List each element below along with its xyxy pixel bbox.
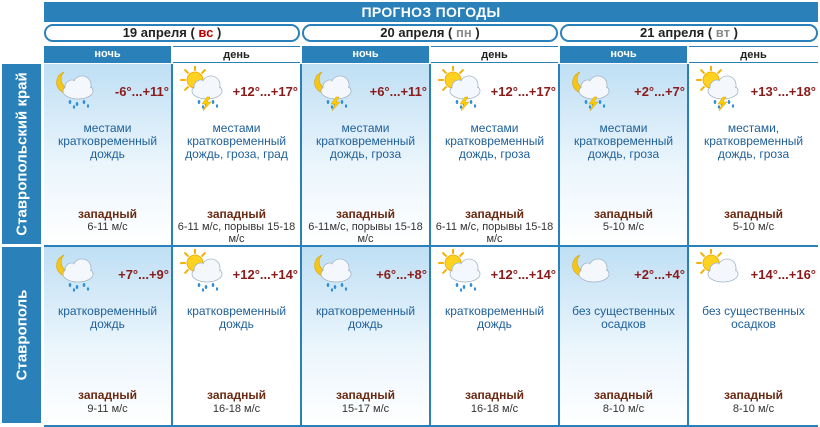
day-close: )	[216, 25, 222, 40]
phase-night: ночь	[302, 46, 429, 63]
forecast-cell	[173, 247, 300, 425]
temperature-range: +14°...+16°	[750, 267, 816, 282]
weather-description: без существенных осадков	[702, 304, 805, 331]
weather-description: кратковременный дождь	[315, 304, 416, 331]
wind-speed: 5-10 м/с	[732, 221, 775, 233]
wind-direction: западный	[78, 388, 137, 402]
moon-cloud-storm-icon	[564, 66, 614, 108]
forecast-cell	[44, 64, 171, 245]
wind-direction: западный	[594, 388, 653, 402]
wind-speed: 8-10 м/с	[732, 403, 775, 415]
day-close: )	[475, 25, 480, 40]
moon-cloud-rain-icon	[306, 249, 356, 291]
forecast-cell	[560, 64, 687, 245]
wind-direction: западный	[207, 388, 266, 402]
wind-direction: западный	[336, 388, 395, 402]
temperature-range: +12°...+17°	[232, 84, 298, 99]
wind-speed: 6-11 м/с, порывы 15-18 м/с	[435, 221, 554, 245]
wind-speed: 9-11 м/с	[87, 403, 128, 415]
forecast-cell	[431, 247, 558, 425]
wind-direction: западный	[724, 388, 783, 402]
temperature-range: -6°...+11°	[114, 84, 169, 99]
day-date: 21 апреля (	[640, 25, 713, 40]
weather-description: без существенных осадков	[572, 304, 675, 331]
phase-day: день	[689, 46, 818, 63]
temperature-range: +6°...+11°	[369, 84, 427, 99]
forecast-cell	[44, 247, 171, 425]
temperature-range: +7°...+9°	[118, 267, 169, 282]
temperature-range: +13°...+18°	[750, 84, 816, 99]
forecast-cell	[302, 64, 429, 245]
region-label-text: Ставропольский край	[13, 72, 30, 236]
day-close: )	[733, 25, 738, 40]
wind-speed: 6-11м/с, порывы 15-18 м/с	[308, 221, 423, 245]
temperature-range: +2°...+7°	[634, 84, 685, 99]
wind-speed: 6-11 м/с, порывы 15-18 м/с	[177, 221, 296, 245]
wind-speed: 5-10 м/с	[602, 221, 645, 233]
phase-night: ночь	[44, 46, 171, 63]
wind-direction: западный	[465, 388, 524, 402]
day-header-2	[302, 24, 558, 42]
weather-description: кратковременный дождь	[444, 304, 545, 331]
weather-description: местами кратковременный дождь, гроза	[573, 121, 674, 161]
sun-cloud-icon	[693, 249, 743, 291]
temperature-range: +12°...+17°	[490, 84, 556, 99]
phase-night: ночь	[560, 46, 687, 63]
day-weekday: вс	[198, 25, 214, 40]
wind-speed: 16-18 м/с	[470, 403, 519, 415]
forecast-title: ПРОГНОЗ ПОГОДЫ	[44, 2, 818, 22]
temperature-range: +12°...+14°	[232, 267, 298, 282]
day-date: 20 апреля (	[380, 25, 453, 40]
wind-direction: западный	[724, 207, 783, 221]
phase-day: день	[173, 46, 300, 63]
wind-speed: 6-11 м/с	[87, 221, 128, 233]
temperature-range: +2°...+4°	[634, 267, 685, 282]
wind-speed: 16-18 м/с	[212, 403, 261, 415]
wind-speed: 15-17 м/с	[341, 403, 390, 415]
temperature-range: +6°...+8°	[376, 267, 427, 282]
wind-direction: западный	[465, 207, 524, 221]
day-header-3	[560, 24, 818, 42]
moon-cloud-rain-icon	[48, 249, 98, 291]
region-label	[2, 64, 41, 244]
forecast-cell	[431, 64, 558, 245]
forecast-cell	[560, 247, 687, 425]
wind-direction: западный	[207, 207, 266, 221]
weather-description: местами кратковременный дождь, гроза	[444, 121, 545, 161]
region-label	[2, 247, 41, 423]
moon-cloud-rain-icon	[48, 66, 98, 108]
sun-cloud-rain-icon	[435, 249, 485, 291]
day-header-1	[44, 24, 300, 42]
wind-direction: западный	[594, 207, 653, 221]
weather-description: местами кратковременный дождь, гроза, град	[185, 121, 288, 161]
sun-cloud-storm-icon	[177, 66, 227, 108]
forecast-cell	[689, 247, 818, 425]
forecast-cell	[173, 64, 300, 245]
wind-speed: 8-10 м/с	[602, 403, 645, 415]
weather-description: кратковременный дождь	[57, 304, 158, 331]
sun-cloud-storm-icon	[693, 66, 743, 108]
weather-description: кратковременный дождь	[186, 304, 287, 331]
forecast-cell	[689, 64, 818, 245]
temperature-range: +12°...+14°	[490, 267, 556, 282]
weather-description: местами кратковременный дождь	[57, 121, 158, 161]
moon-cloud-icon	[564, 249, 614, 291]
wind-direction: западный	[78, 207, 137, 221]
sun-cloud-rain-icon	[177, 249, 227, 291]
moon-cloud-storm-icon	[306, 66, 356, 108]
day-weekday: вт	[715, 25, 730, 40]
phase-day: день	[431, 46, 558, 63]
sun-cloud-storm-icon	[435, 66, 485, 108]
region-label-text: Ставрополь	[13, 289, 30, 381]
wind-direction: западный	[336, 207, 395, 221]
day-weekday: пн	[456, 25, 472, 40]
forecast-cell	[302, 247, 429, 425]
weather-description: местами кратковременный дождь, гроза	[315, 121, 416, 161]
day-date: 19 апреля (	[122, 25, 195, 40]
weather-description: местами, кратковременный дождь, гроза	[703, 121, 804, 161]
row-divider	[44, 245, 818, 247]
